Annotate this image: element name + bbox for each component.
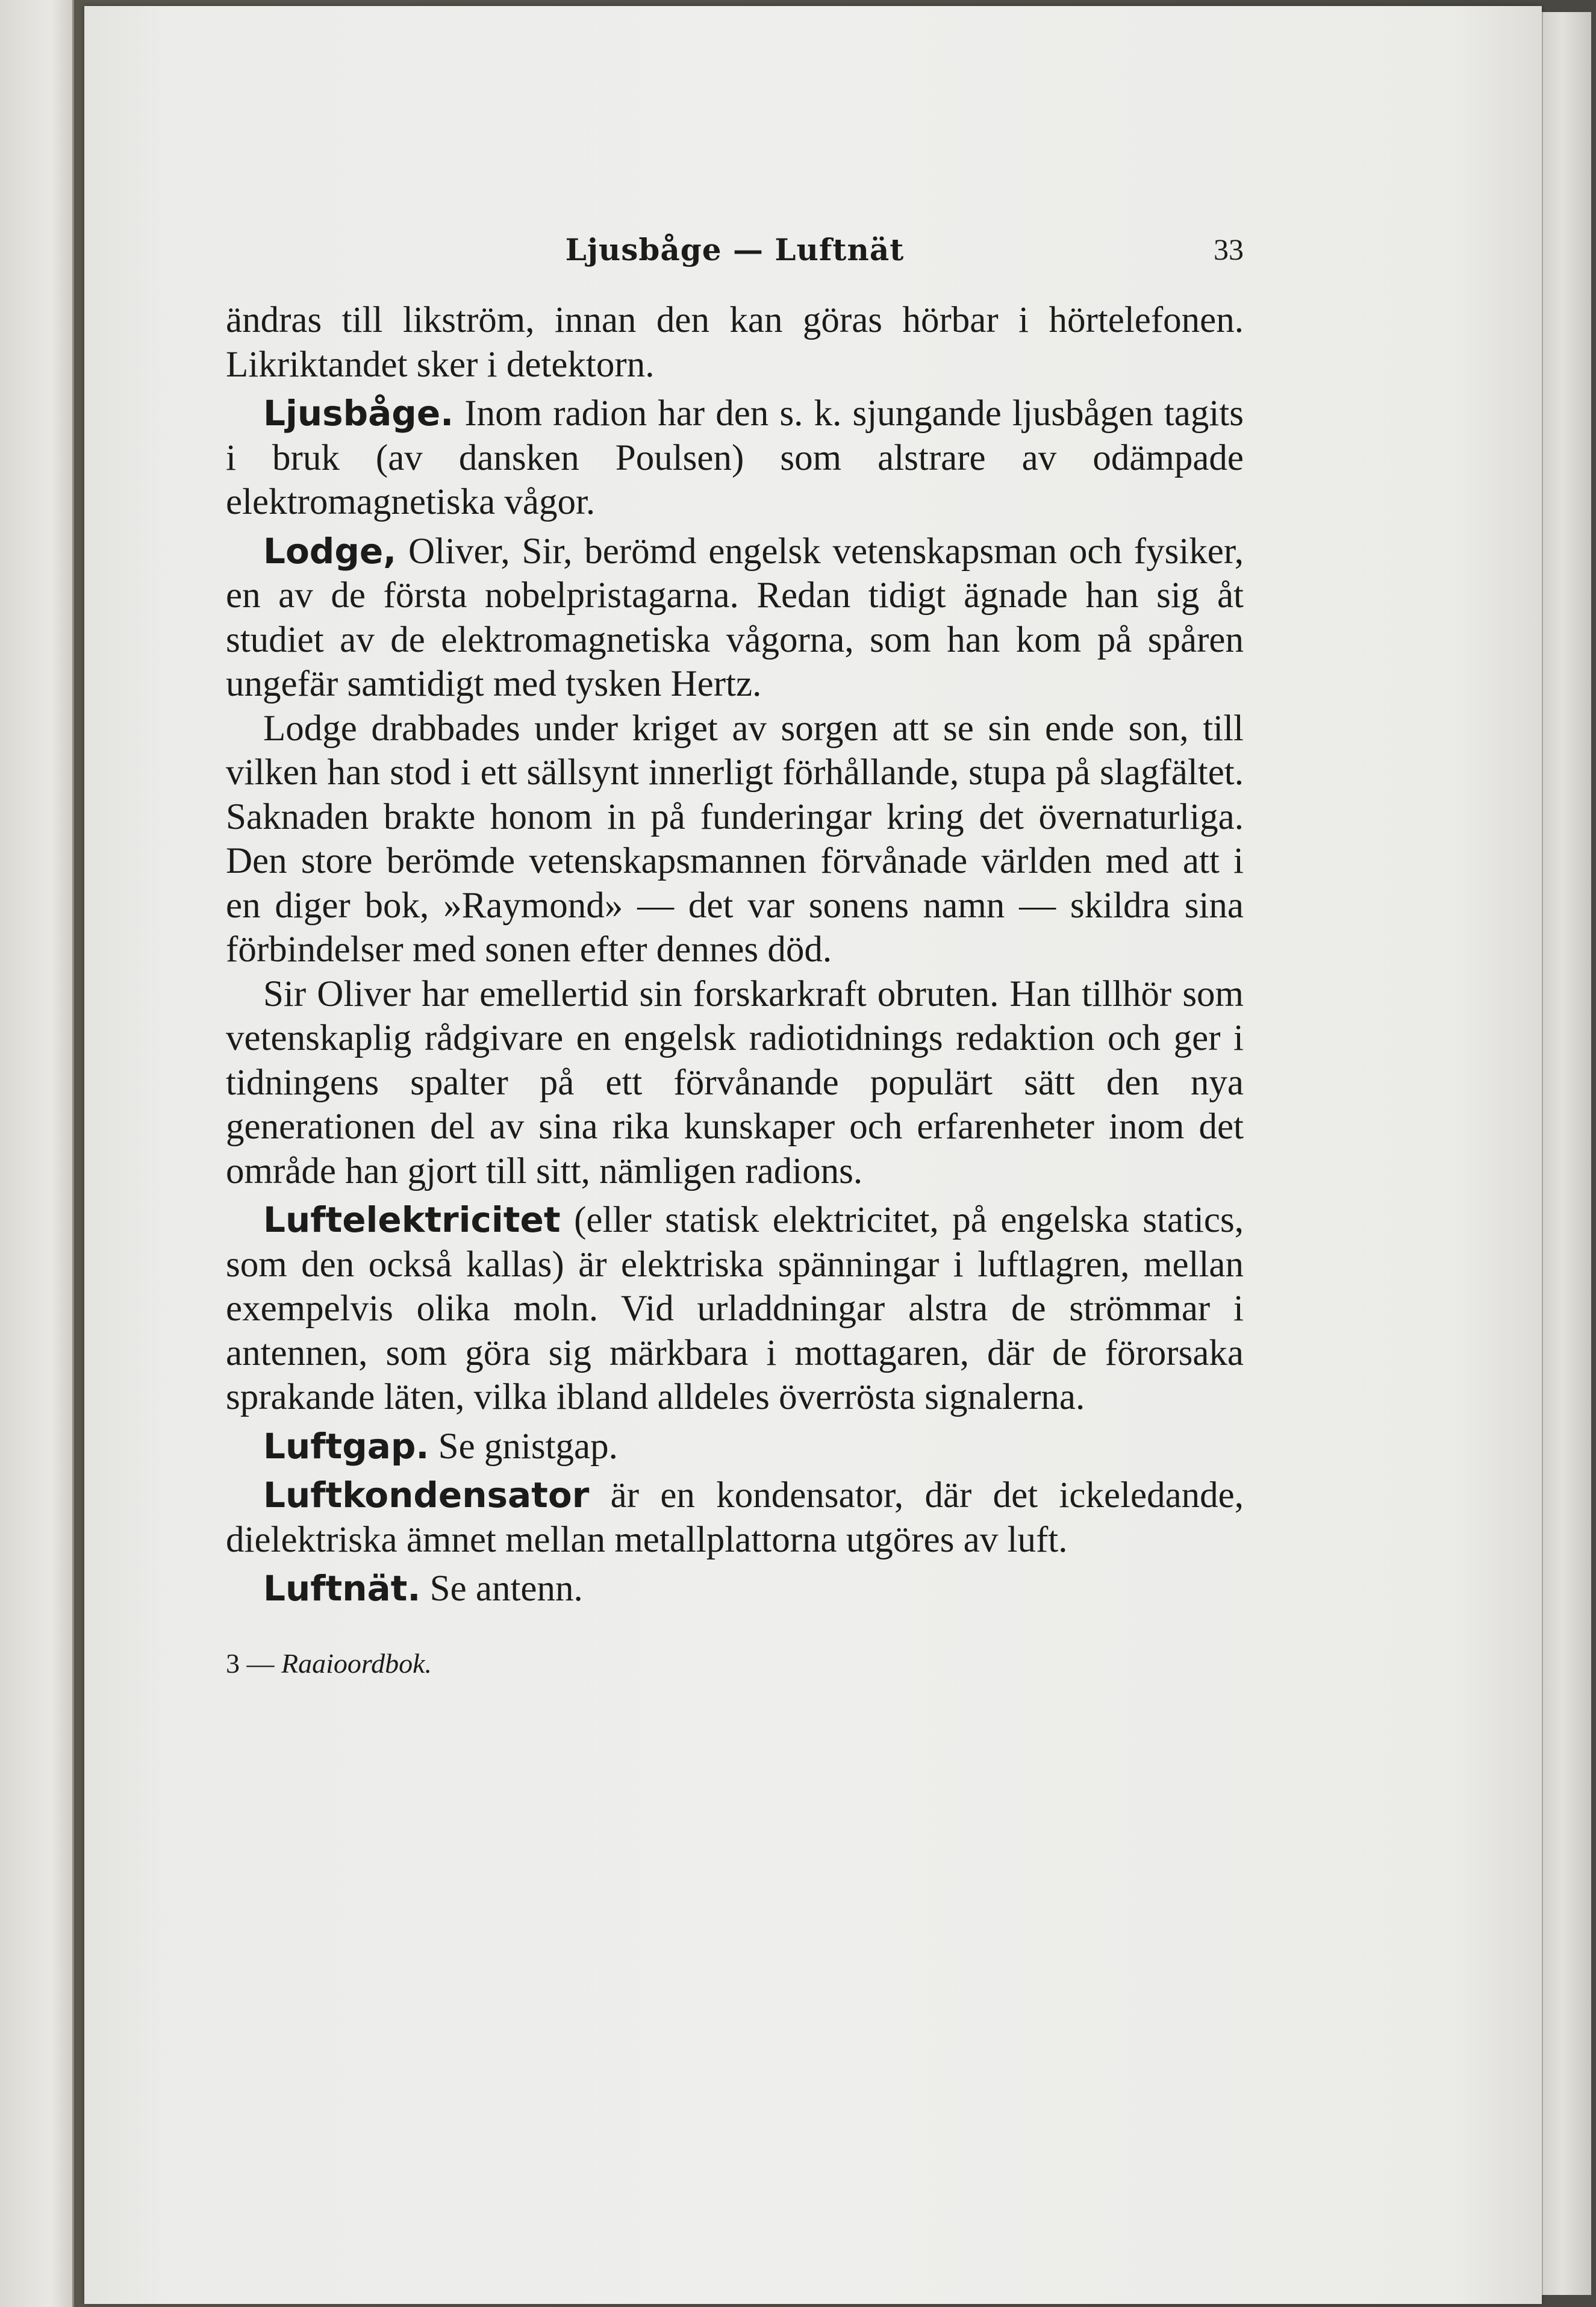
entry-luftgap (226, 1425, 1244, 1469)
page-content (226, 232, 1244, 1679)
running-title: Ljusbåge — Luftnät (565, 232, 905, 267)
page-number: 33 (1214, 233, 1244, 266)
lodge-paragraph: Lodge drabbades under kriget av sorgen att se sin ende son, till vilken han stod i ett sällsynt innerligt förhållande, stupa på slagfältet. Saknaden brakte honom in på funderingar kring det övernaturliga. Den store berömde vetenskapsmannen förvånade världen med att i en diger bok, »Raymond» — det var sonens namn — skildra sina förbindelser med sonen efter dennes död. (226, 708, 1244, 970)
continued-paragraph: ändras till likström, innan den kan göras hörbar i hörtelefonen. Likriktandet sker i detektorn. (226, 300, 1244, 385)
entry-text: är en kondensator, där det ickeledande, dielektriska ämnet mellan metallplattorna utgöres av luft. (226, 1475, 1244, 1560)
entry-term: Luftnät. (263, 1568, 421, 1609)
signature-title: Raaioordbok. (281, 1647, 432, 1679)
entry-ljusbage (226, 392, 1244, 525)
signature-line (226, 1647, 1244, 1679)
signature-number: 3 (226, 1647, 240, 1679)
entry-luftkondensator (226, 1473, 1244, 1562)
entry-term: Lodge, (263, 530, 397, 572)
entry-term: Luftgap. (263, 1425, 429, 1467)
page-stack-edge (1542, 12, 1591, 2295)
previous-page-edge (0, 0, 74, 2307)
entry-lodge (226, 529, 1244, 707)
entry-text: Inom radion har den s. k. sjungande ljusbågen tagits i bruk (av dansken Poulsen) som alstrare av odämpade elektromagnetiska vågor. (226, 393, 1244, 522)
entry-text: Se gnistgap. (429, 1426, 618, 1467)
entry-text: (eller statisk elektricitet, på engelska statics, som den också kallas) är elektriska spänningar i luftlagren, mellan exempelvis olika moln. Vid urladdningar alstra de strömmar i antennen, som göra sig märkbara i mottagaren, där de förorsaka sprakande läten, vilka ibland alldeles överrösta signalerna. (226, 1200, 1244, 1417)
entry-luftnat (226, 1567, 1244, 1611)
entry-term: Ljusbåge. (263, 393, 454, 434)
lodge-paragraph: Sir Oliver har emellertid sin forskarkraft obruten. Han tillhör som vetenskaplig rådgivare en engelsk radiotidnings redaktion och ger i tidningens spalter på ett förvånande populärt sätt den nya generationen del av sina rika kunskaper och erfarenheter inom det område han gjort till sitt, nämligen radions. (226, 973, 1244, 1191)
body-text (226, 298, 1244, 1611)
entry-term: Luftelektricitet (263, 1199, 561, 1240)
signature-dash: — (240, 1647, 281, 1679)
entry-term: Luftkondensator (263, 1475, 590, 1516)
entry-text: Se antenn. (420, 1569, 583, 1609)
entry-luftelektricitet (226, 1198, 1244, 1420)
entry-text: Oliver, Sir, berömd engelsk vetenskapsman och fysiker, en av de första nobelpristagarna. Redan tidigt ägnade han sig åt studiet av de elektromagnetiska vågorna, som han kom på spåren ungefär samtidigt med tysken Hertz. (226, 531, 1244, 704)
running-header (226, 232, 1244, 280)
